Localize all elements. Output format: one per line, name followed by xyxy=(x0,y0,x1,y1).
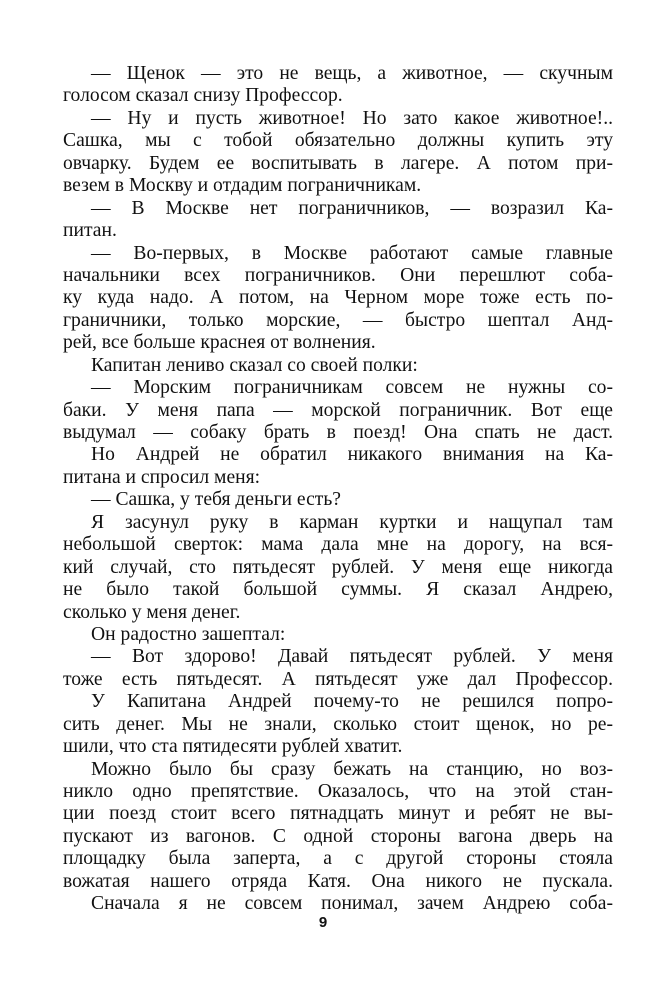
text-line: кий случай, сто пятьдесят рублей. У меня еще никогда xyxy=(63,556,613,578)
text-line: ции поезд стоит всего пятнадцать минут и ребят не вы- xyxy=(63,803,613,825)
text-line: Можно было бы сразу бежать на станцию, но воз- xyxy=(91,758,613,780)
text-line: Но Андрей не обратил никакого внимания на Ка- xyxy=(91,444,613,466)
text-line: Сашка, мы с тобой обязательно должны купить эту xyxy=(63,130,613,152)
text-line: никло одно препятствие. Оказалось, что на этой стан- xyxy=(63,781,613,802)
text-line: Я засунул руку в карман куртки и нащупал там xyxy=(91,511,613,533)
text-line: баки. У меня папа — морской пограничник. Вот еще xyxy=(63,399,613,421)
text-line: питана и спросил меня: xyxy=(63,466,261,488)
text-line: — Ну и пусть животное! Но зато какое животное!.. xyxy=(91,107,613,129)
text-line: выдумал — собаку брать в поезд! Она спать не даст. xyxy=(63,422,613,443)
page-body-text xyxy=(63,63,613,916)
text-line: рей, все больше краснея от волнения. xyxy=(63,332,376,354)
text-line: овчарку. Будем ее воспитывать в лагере. А потом при- xyxy=(63,152,613,174)
text-line: тоже есть пятьдесят. А пятьдесят уже дал Профессор. xyxy=(63,668,613,690)
text-line: У Капитана Андрей почему-то не решился попро- xyxy=(91,691,613,713)
text-line: сить денег. Мы не знали, сколько стоит щенок, но ре- xyxy=(63,713,613,735)
text-line: граничники, только морские, — быстро шептал Анд- xyxy=(63,309,613,331)
text-line: голосом сказал снизу Профессор. xyxy=(63,85,343,107)
text-line: — Во-первых, в Москве работают самые главные xyxy=(91,242,613,264)
text-line: — Сашка, у тебя деньги есть? xyxy=(91,489,341,511)
text-line: небольшой сверток: мама дала мне на дорогу, на вся- xyxy=(63,534,613,556)
text-line: шили, что ста пятидесяти рублей хватит. xyxy=(63,736,403,758)
text-line: — Морским пограничникам совсем не нужны со- xyxy=(91,377,613,399)
text-line: — Вот здорово! Давай пятьдесят рублей. У меня xyxy=(91,646,613,668)
text-line: Сначала я не совсем понимал, зачем Андрею соба- xyxy=(91,893,613,915)
text-line: питан. xyxy=(63,220,117,242)
text-line: начальники всех пограничников. Они перешлют соба- xyxy=(63,264,613,286)
page-number: 9 xyxy=(318,914,328,931)
text-line: пускают из вагонов. С одной стороны вагона дверь на xyxy=(63,825,613,847)
text-line: ку куда надо. А потом, на Черном море тоже есть по- xyxy=(63,287,613,309)
text-line: — В Москве нет пограничников, — возразил Ка- xyxy=(91,197,613,219)
text-line: — Щенок — это не вещь, а животное, — скучным xyxy=(91,63,613,84)
text-line: вожатая нашего отряда Катя. Она никого не пускала. xyxy=(63,870,613,892)
text-line: сколько у меня денег. xyxy=(63,601,241,623)
text-line: не было такой большой суммы. Я сказал Андрею, xyxy=(63,579,613,601)
text-line: Он радостно зашептал: xyxy=(91,623,286,645)
text-line: площадку была заперта, а с другой стороны стояла xyxy=(63,848,613,870)
text-line: Капитан лениво сказал со своей полки: xyxy=(91,354,418,376)
text-line: везем в Москву и отдадим пограничникам. xyxy=(63,175,422,197)
